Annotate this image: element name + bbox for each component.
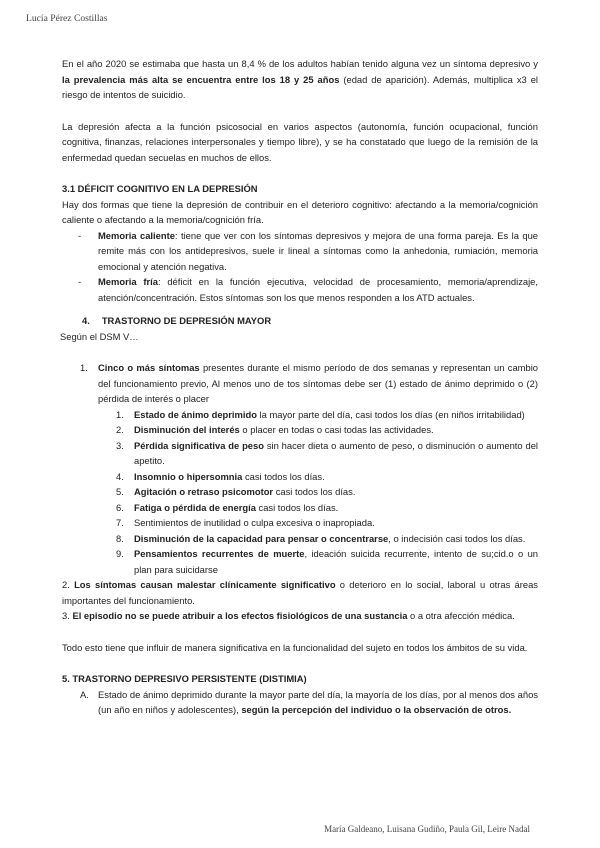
- document-body: [62, 56, 538, 718]
- criterion-3: 3. El episodio no se puede atribuir a los efectos fisiológicos de una sustancia o a otra afección médica.: [62, 610, 515, 621]
- criterion-2: 2. Los síntomas causan malestar clínicamente significativo o deterioro en lo social, laboral u otras áreas importantes del funcionamiento.: [62, 579, 538, 606]
- section-5-title: 5. TRASTORNO DEPRESIVO PERSISTENTE (DISTIMIA): [62, 673, 307, 684]
- page-footer-credits: María Galdeano, Luisana Gudiño, Paula Gil, Leire Nadal: [324, 824, 530, 834]
- intro-paragraph-1: En el año 2020 se estimaba que hasta un 8,4 % de los adultos habían tenido alguna vez un síntoma depresivo y la prevalencia más alta se encuentra entre los 18 y 25 años (edad de aparición). Además, multiplica x3 el riesgo de intentos de suicidio.: [62, 58, 538, 100]
- list-item: - Memoria fría: déficit en la función ejecutiva, velocidad de procesamiento, memoria/aprendizaje, atención/concentración. Estos síntomas son los que menos responden a los ATD actuales.: [78, 276, 538, 303]
- criterion-1: 1. Cinco o más síntomas presentes durante el mismo período de dos semanas y representan un cambio del funcionamiento previo, Al menos uno de tos síntomas debe ser (1) estado de ánimo deprimido o (2) pérdida de interés o placer: [80, 362, 539, 404]
- list-item: - Memoria caliente: tiene que ver con los síntomas depresivos y mejora de una forma pareja. Es la que remite más con los antidepresivos, suele ir lineal a síntomas como la anhedonia, rumiación, memoria emocional y atención negativa.: [78, 229, 539, 272]
- list-item: 1. Estado de ánimo deprimido la mayor parte del día, casi todos los días (en niños irritabilidad): [116, 408, 525, 420]
- list-item: 2. Disminución del interés o placer en todas o casi todas las actividades.: [116, 424, 434, 435]
- list-item: 9. Pensamientos recurrentes de muerte, ideación suicida recurrente, intento de su;cid.o o un plan para suicidarse: [116, 548, 538, 575]
- list-item: 8. Disminución de la capacidad para pensar o concentrarse, o indecisión casi todos los días.: [116, 532, 526, 544]
- list-item: 7. Sentimientos de inutilidad o culpa excesiva o inapropiada.: [116, 517, 375, 528]
- list-item: 6. Fatiga o pérdida de energía casi todos los días.: [116, 501, 339, 513]
- symptom-list: [62, 407, 538, 578]
- section-4-closing: Todo esto tiene que influir de manera significativa en la funcionalidad del sujeto en todos los ámbitos de su vida.: [62, 641, 528, 653]
- list-item: 4. Insomnio o hipersomnia casi todos los días.: [116, 470, 325, 482]
- section-3-1-paragraph: Hay dos formas que tiene la depresión de contribuir en el deterioro cognitivo: afectando a la memoria/cognición caliente o afectando a la memoria/cognición fría.: [62, 198, 538, 225]
- section-3-1-title: 3.1 DÉFICIT COGNITIVO EN LA DEPRESIÓN: [62, 183, 258, 194]
- section-4-title: 4. TRASTORNO DE DEPRESIÓN MAYOR: [82, 315, 272, 326]
- criterion-a: A. Estado de ánimo deprimido durante la mayor parte del día, la mayoría de los días, por al menos dos años (un año en niños y adolescentes), según la percepción del individuo o la observación de otros.: [80, 688, 538, 715]
- list-item: 3. Pérdida significativa de peso sin hacer dieta o aumento de peso, o disminución o aumento del apetito.: [116, 439, 538, 466]
- section-4-subtitle: Según el DSM V…: [60, 330, 139, 342]
- list-item: 5. Agitación o retraso psicomotor casi todos los días.: [116, 486, 356, 497]
- page-header-author: Lucía Pérez Costillas: [26, 13, 108, 24]
- intro-paragraph-2: La depresión afecta a la función psicosocial en varios aspectos (autonomía, función ocupacional, función cognitiva, finanzas, relaciones interpersonales y tiempo libre), y se ha constatado que luego de la remisión de la enfermedad quedan secuelas en muchos de ellos.: [62, 120, 538, 163]
